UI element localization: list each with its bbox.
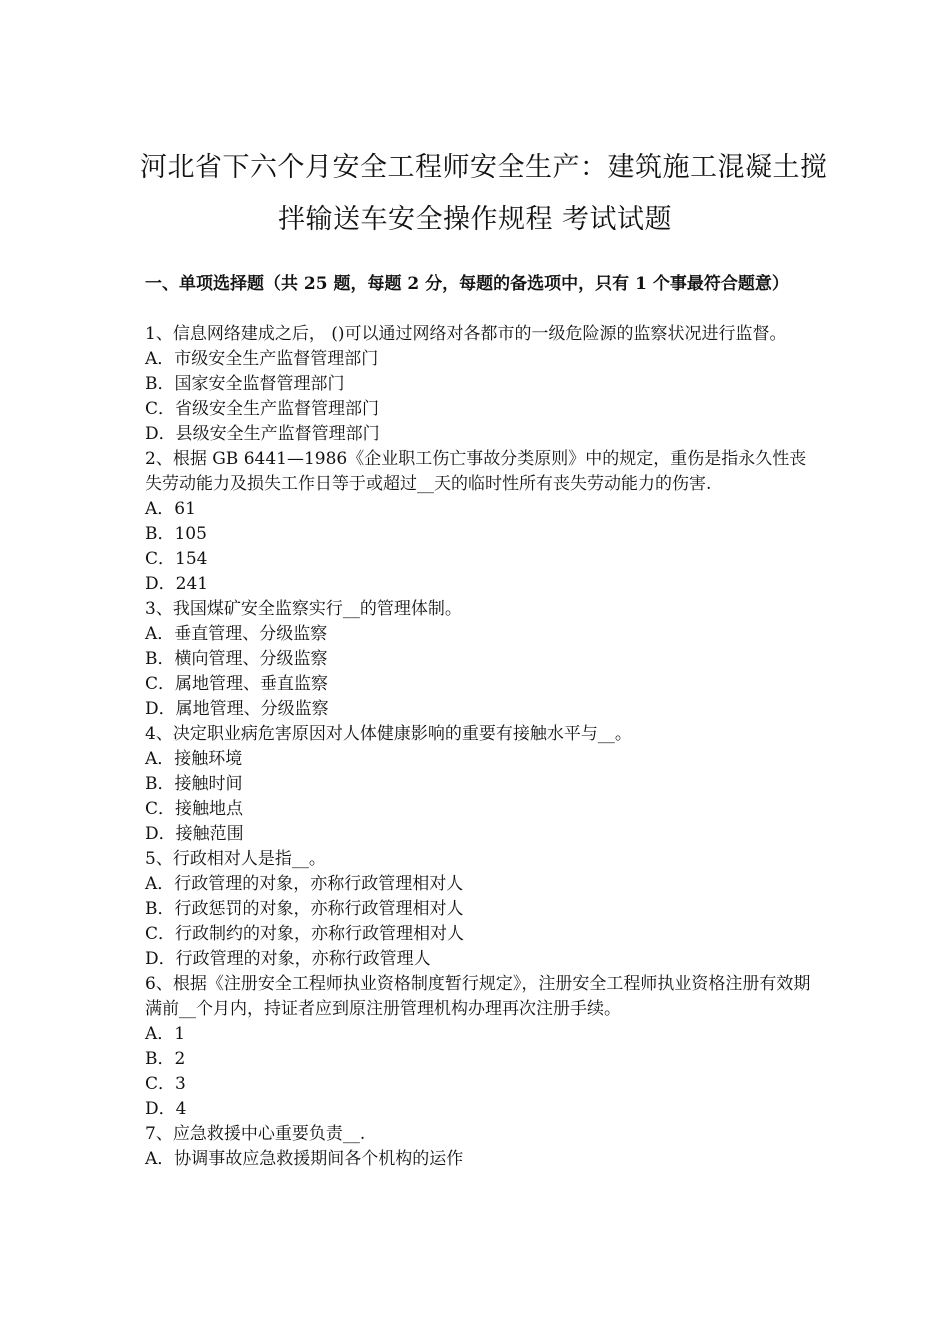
option-item: B．国家安全监督管理部门 — [145, 374, 345, 394]
option-item: C．属地管理、垂直监察 — [145, 674, 329, 694]
question-stem: 2、根据 GB 6441—1986《企业职工伤亡事故分类原则》中的规定，重伤是指永久性丧失劳动能力及损失工作日等于或超过__天的临时性所有丧失劳动能力的伤害. — [145, 449, 807, 494]
option-item: A．1 — [145, 1024, 186, 1044]
option-item: A．61 — [145, 499, 196, 519]
question-list — [145, 322, 813, 1172]
option-item: C．接触地点 — [145, 799, 244, 819]
document-title — [140, 142, 828, 246]
option-item: D．接触范围 — [145, 824, 244, 844]
option-item: B．接触时间 — [145, 774, 243, 794]
option-item: B．横向管理、分级监察 — [145, 649, 328, 669]
option-item: B．2 — [145, 1049, 186, 1069]
question-stem: 5、行政相对人是指__。 — [145, 849, 326, 869]
option-item: D．241 — [145, 574, 209, 594]
option-item: C．154 — [145, 549, 208, 569]
section-heading: 一、单项选择题（共 25 题，每题 2 分，每题的备选项中，只有 1 个事最符合题意） — [145, 274, 789, 294]
option-item: A．协调事故应急救援期间各个机构的运作 — [145, 1149, 464, 1169]
option-item: A．行政管理的对象，亦称行政管理相对人 — [145, 874, 464, 894]
option-item: D．行政管理的对象，亦称行政管理人 — [145, 949, 431, 969]
option-item: B．105 — [145, 524, 207, 544]
option-item: A．接触环境 — [145, 749, 243, 769]
document-title-line-2: 拌输送车安全操作规程 考试试题 — [277, 204, 673, 235]
option-item: D．4 — [145, 1099, 187, 1119]
option-item: D．属地管理、分级监察 — [145, 699, 329, 719]
option-item: C．3 — [145, 1074, 186, 1094]
option-item: C．省级安全生产监督管理部门 — [145, 399, 380, 419]
option-item: D．县级安全生产监督管理部门 — [145, 424, 380, 444]
option-item: A．市级安全生产监督管理部门 — [145, 349, 379, 369]
option-item: B．行政惩罚的对象，亦称行政管理相对人 — [145, 899, 464, 919]
question-stem: 7、应急救援中心重要负责__. — [145, 1124, 366, 1144]
question-stem: 3、我国煤矿安全监察实行__的管理体制。 — [145, 599, 462, 619]
option-item: C．行政制约的对象，亦称行政管理相对人 — [145, 924, 465, 944]
question-stem: 4、决定职业病危害原因对人体健康影响的重要有接触水平与__。 — [145, 724, 632, 744]
question-stem: 6、根据《注册安全工程师执业资格制度暂行规定》，注册安全工程师执业资格注册有效期满前__个月内，持证者应到原注册管理机构办理再次注册手续。 — [145, 974, 811, 1019]
document-title-line-1: 河北省下六个月安全工程师安全生产：建筑施工混凝土搅 — [140, 152, 828, 183]
option-item: A．垂直管理、分级监察 — [145, 624, 328, 644]
question-stem: 1、信息网络建成之后， ()可以通过网络对各都市的一级危险源的监察状况进行监督。 — [145, 324, 787, 344]
